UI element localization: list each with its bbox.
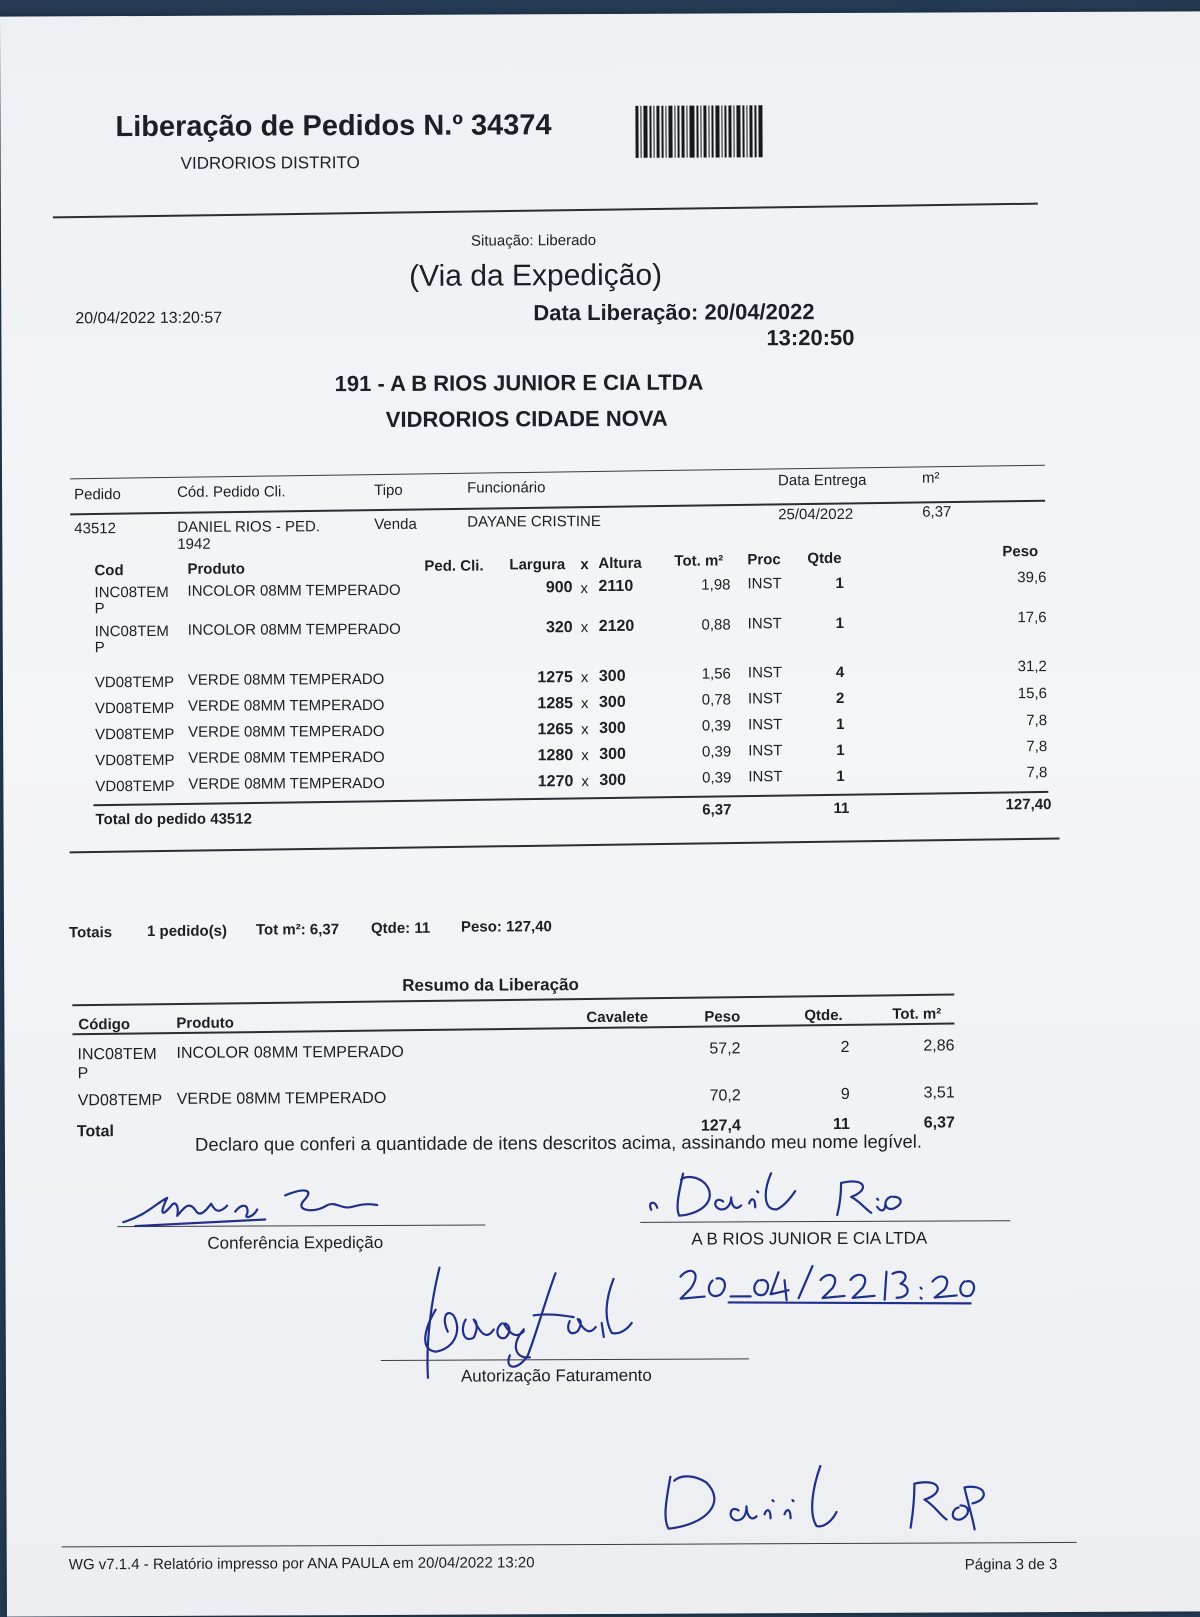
order-cod-cli: DANIEL RIOS - PED. — [177, 518, 321, 536]
order-tipo: Venda — [374, 515, 417, 533]
footer-rule — [62, 1542, 1077, 1547]
item-tot-m2: 0,39 — [702, 769, 732, 787]
summary-total-qtde: 11 — [832, 1115, 850, 1133]
item-altura: 300 — [599, 745, 626, 764]
signature-label-conferencia: Conferência Expedição — [207, 1232, 384, 1253]
item-largura: 1285 — [537, 695, 574, 713]
order-top-rule — [70, 465, 1045, 480]
item-x: x — [580, 619, 589, 637]
item-cod: INC08TEM — [94, 622, 169, 641]
summary-total-label: Total — [76, 1123, 114, 1141]
item-tot-m2: 0,39 — [701, 743, 732, 761]
item-tot-m2: 0,88 — [701, 616, 731, 634]
item-produto: VERDE 08MM TEMPERADO — [187, 670, 385, 689]
item-peso: 31,2 — [1017, 658, 1047, 676]
order-bottom-rule — [70, 837, 1060, 853]
item-qtde: 1 — [836, 767, 845, 785]
summary-qtde: 2 — [840, 1038, 850, 1056]
item-peso: 15,6 — [1017, 685, 1048, 703]
item-altura: 300 — [598, 667, 626, 686]
summary-cod-cont: P — [77, 1065, 89, 1083]
item-produto: INCOLOR 08MM TEMPERADO — [187, 581, 401, 600]
items-col-largura: Largura — [509, 556, 566, 574]
item-qtde: 1 — [835, 614, 845, 632]
signature-company — [645, 1160, 975, 1231]
footer-page-number: Página 3 de 3 — [964, 1556, 1058, 1574]
items-col-altura: Altura — [598, 554, 642, 573]
header-divider — [53, 203, 1038, 219]
totals-label: Totais — [68, 924, 113, 942]
item-altura: 300 — [598, 693, 626, 712]
item-largura: 900 — [545, 579, 573, 597]
order-cod-cli-cont: 1942 — [177, 535, 211, 553]
items-col-produto: Produto — [187, 560, 245, 578]
item-x: x — [581, 773, 589, 791]
document-title: Liberação de Pedidos N.º 34374 — [115, 109, 552, 144]
item-proc: INST — [747, 575, 782, 593]
summary-tot: 2,86 — [923, 1037, 955, 1055]
signature-label-company: A B RIOS JUNIOR E CIA LTDA — [691, 1228, 928, 1249]
item-cod: VD08TEMP — [94, 673, 175, 692]
item-proc: INST — [747, 664, 783, 682]
totals-m2: Tot m²: 6,37 — [255, 921, 340, 939]
item-cod-cont: P — [94, 639, 105, 657]
items-col-ped-cli: Ped. Cli. — [424, 557, 484, 575]
order-m2: 6,37 — [922, 503, 952, 521]
release-time: 13:20:50 — [766, 324, 855, 351]
item-largura: 1265 — [537, 721, 574, 739]
total-pedido-label: Total do pedido 43512 — [95, 810, 252, 829]
item-tot-m2: 1,98 — [701, 576, 731, 594]
summary-col-peso: Peso — [704, 1008, 741, 1026]
company-name: VIDRORIOS DISTRITO — [180, 153, 360, 173]
items-col-x: x — [580, 556, 589, 574]
totals-peso: Peso: 127,40 — [460, 918, 552, 936]
summary-cod: INC08TEM — [77, 1045, 157, 1064]
item-altura: 2110 — [598, 577, 634, 596]
document-sheet — [0, 11, 1200, 1616]
order-data-entrega: 25/04/2022 — [778, 505, 854, 524]
summary-col-codigo: Código — [78, 1016, 131, 1034]
col-cod-cli: Cód. Pedido Cli. — [177, 483, 286, 501]
item-cod: VD08TEMP — [95, 725, 175, 744]
handwritten-date — [670, 1257, 990, 1318]
order-pedido: 43512 — [74, 520, 116, 538]
item-largura: 1280 — [537, 747, 574, 765]
items-col-qtde: Qtde — [807, 549, 842, 568]
signature-conferencia — [115, 1175, 415, 1236]
item-altura: 2120 — [598, 617, 635, 636]
total-pedido-qtde: 11 — [833, 799, 850, 817]
item-qtde: 2 — [835, 689, 845, 707]
summary-produto: VERDE 08MM TEMPERADO — [176, 1089, 387, 1108]
item-produto: VERDE 08MM TEMPERADO — [188, 748, 385, 767]
item-x: x — [580, 695, 589, 713]
summary-cod: VD08TEMP — [77, 1091, 163, 1110]
item-cod: VD08TEMP — [95, 751, 175, 770]
item-produto: VERDE 08MM TEMPERADO — [188, 774, 385, 793]
client-store: VIDRORIOS CIDADE NOVA — [385, 405, 668, 432]
item-produto: VERDE 08MM TEMPERADO — [187, 696, 385, 715]
totals-qtde: Qtde: 11 — [370, 919, 431, 938]
items-col-tot-m2: Tot. m² — [674, 552, 724, 570]
item-largura: 320 — [545, 619, 573, 637]
col-pedido: Pedido — [74, 486, 121, 504]
summary-peso: 57,2 — [709, 1040, 741, 1058]
item-qtde: 1 — [836, 715, 845, 733]
release-date: Data Liberação: 20/04/2022 — [533, 299, 815, 326]
totals-pedidos: 1 pedido(s) — [146, 922, 228, 940]
item-produto: VERDE 08MM TEMPERADO — [188, 722, 385, 741]
item-tot-m2: 1,56 — [701, 665, 731, 683]
item-cod: VD08TEMP — [94, 699, 175, 718]
print-datetime: 20/04/2022 13:20:57 — [75, 309, 223, 328]
total-pedido-peso: 127,40 — [1005, 796, 1052, 814]
declaration-text: Declaro que conferi a quantidade de itens descritos acima, assinando meu nome legível. — [194, 1130, 923, 1155]
item-peso: 39,6 — [1017, 569, 1047, 587]
situation: Situação: Liberado — [470, 232, 597, 250]
item-peso: 17,6 — [1017, 609, 1047, 627]
summary-col-tot: Tot. m² — [892, 1005, 942, 1023]
order-funcionario: DAYANE CRISTINE — [467, 513, 601, 531]
total-pedido-m2: 6,37 — [702, 801, 732, 819]
footer-printed-by: WG v7.1.4 - Relatório impresso por ANA PAULA em 20/04/2022 13:20 — [68, 1554, 535, 1574]
summary-tot: 3,51 — [923, 1084, 955, 1102]
item-cod-cont: P — [94, 600, 105, 618]
item-altura: 300 — [599, 719, 626, 738]
signature-bottom — [646, 1457, 1016, 1544]
item-proc: INST — [748, 742, 783, 760]
item-peso: 7,8 — [1026, 738, 1048, 756]
summary-total-peso: 127,4 — [700, 1117, 741, 1135]
barcode — [635, 105, 805, 158]
items-total-rule — [93, 791, 1048, 806]
col-tipo: Tipo — [374, 481, 403, 499]
col-m2: m² — [921, 469, 940, 487]
item-cod: INC08TEM — [94, 583, 169, 602]
item-peso: 7,8 — [1026, 712, 1048, 730]
item-altura: 300 — [599, 771, 627, 790]
summary-total-tot: 6,37 — [923, 1114, 955, 1132]
item-qtde: 1 — [836, 741, 845, 759]
item-produto: INCOLOR 08MM TEMPERADO — [187, 620, 401, 639]
item-tot-m2: 0,78 — [701, 691, 732, 709]
summary-qtde: 9 — [840, 1085, 850, 1103]
summary-title: Resumo da Liberação — [402, 975, 579, 995]
item-largura: 1275 — [537, 669, 573, 687]
item-qtde: 1 — [835, 574, 844, 592]
item-tot-m2: 0,39 — [701, 717, 732, 735]
items-col-peso: Peso — [1002, 543, 1039, 561]
col-data-entrega: Data Entrega — [778, 471, 867, 490]
summary-col-qtde: Qtde. — [804, 1006, 843, 1025]
items-col-proc: Proc — [747, 551, 781, 569]
item-qtde: 4 — [835, 663, 845, 681]
summary-col-cavalete: Cavalete — [586, 1008, 649, 1027]
items-col-cod: Cod — [94, 562, 124, 580]
signature-autorizacao — [405, 1259, 666, 1390]
item-peso: 7,8 — [1026, 764, 1048, 782]
summary-col-produto: Produto — [176, 1014, 234, 1032]
item-proc: INST — [748, 768, 783, 786]
item-x: x — [581, 721, 589, 739]
item-proc: INST — [747, 615, 782, 633]
item-x: x — [581, 747, 589, 765]
copy-label: (Via da Expedição) — [409, 258, 663, 293]
item-x: x — [580, 669, 589, 687]
item-cod: VD08TEMP — [95, 777, 175, 796]
item-proc: INST — [748, 716, 783, 734]
col-funcionario: Funcionário — [467, 479, 546, 497]
item-x: x — [580, 580, 589, 598]
item-largura: 1270 — [537, 773, 574, 791]
signature-label-autorizacao: Autorização Faturamento — [460, 1365, 652, 1386]
client-name: 191 - A B RIOS JUNIOR E CIA LTDA — [334, 369, 704, 397]
summary-produto: INCOLOR 08MM TEMPERADO — [176, 1043, 404, 1062]
summary-peso: 70,2 — [709, 1087, 741, 1105]
item-proc: INST — [747, 690, 783, 708]
summary-top-rule — [72, 994, 954, 1007]
